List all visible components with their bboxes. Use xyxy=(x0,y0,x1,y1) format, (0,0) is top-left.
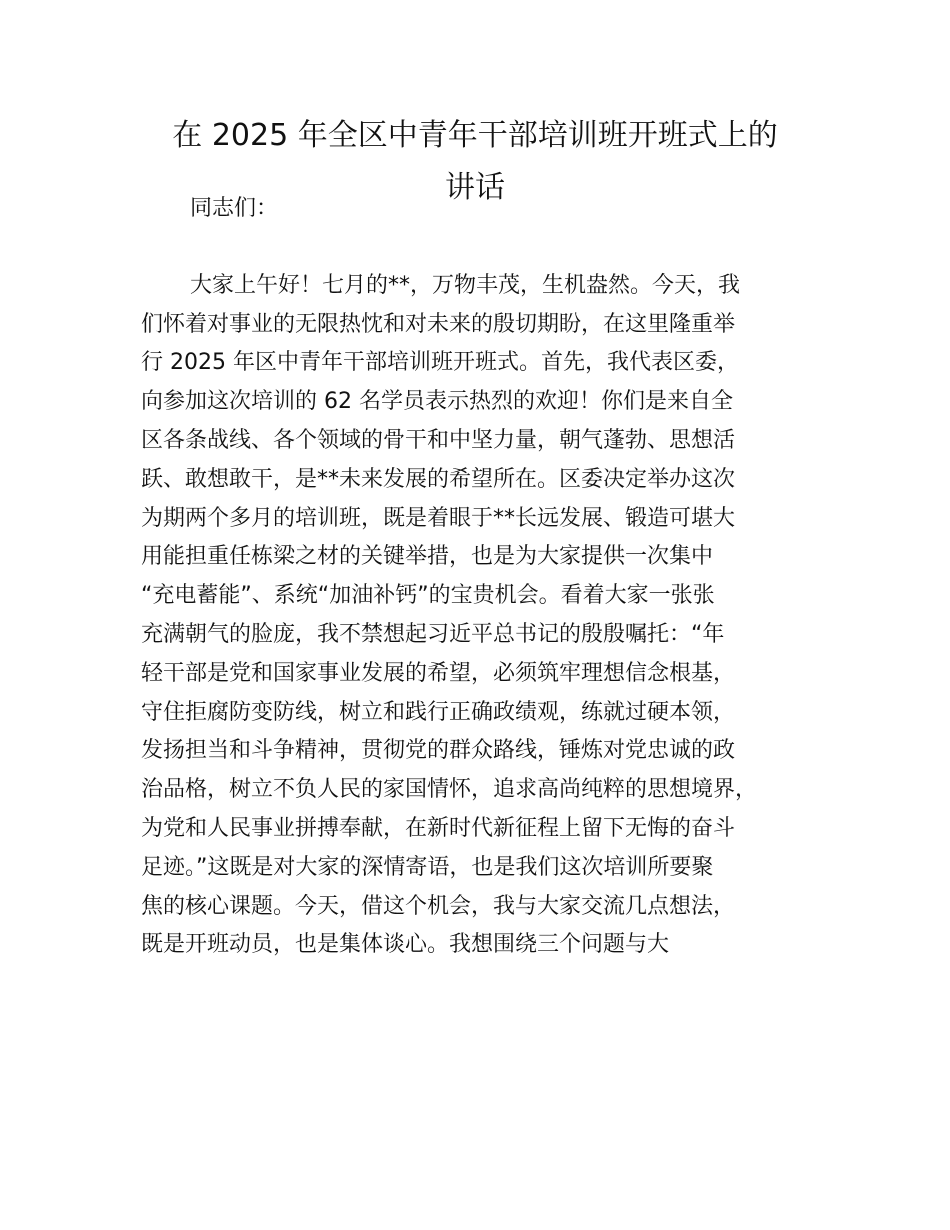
speech-paragraph xyxy=(141,267,841,965)
paragraph-line: 用能担重任栋梁之材的关键举措，也是为大家提供一次集中 xyxy=(141,544,714,570)
paragraph-line: 跃、敢想敢干，是**未来发展的希望所在。区委决定举办这次 xyxy=(141,466,736,492)
paragraph-line: 发扬担当和斗争精神，贯彻党的群众路线，锤炼对党忠诚的政 xyxy=(141,738,736,764)
paragraph-line: 向参加这次培训的 62 名学员表示热烈的欢迎！你们是来自全 xyxy=(141,389,733,415)
title-line-1: 在 2025 年全区中青年干部培训班开班式上的 xyxy=(172,118,778,153)
paragraph-line: “充电蓄能”、系统“加油补钙”的宝贵机会。看着大家一张张 xyxy=(141,583,715,609)
paragraph-line: 区各条战线、各个领域的骨干和中坚力量，朝气蓬勃、思想活 xyxy=(141,427,736,453)
paragraph-line: 行 2025 年区中青年干部培训班开班式。首先，我代表区委， xyxy=(141,350,739,376)
paragraph-line: 大家上午好！七月的**，万物丰茂，生机盎然。今天，我 xyxy=(190,272,741,298)
document-body xyxy=(141,190,841,965)
paragraph-line: 充满朝气的脸庞，我不禁想起习近平总书记的殷殷嘱托：“年 xyxy=(141,621,725,647)
paragraph-line: 守住拒腐防变防线，树立和践行正确政绩观，练就过硬本领， xyxy=(141,699,736,725)
paragraph-line: 为党和人民事业拼搏奉献，在新时代新征程上留下无悔的奋斗 xyxy=(141,815,736,841)
paragraph-line: 治品格，树立不负人民的家国情怀，追求高尚纯粹的思想境界， xyxy=(141,777,758,803)
paragraph-line: 轻干部是党和国家事业发展的希望，必须筑牢理想信念根基， xyxy=(141,660,736,686)
paragraph-line: 为期两个多月的培训班，既是着眼于**长远发展、锻造可堪大 xyxy=(141,505,736,531)
paragraph-line: 们怀着对事业的无限热忱和对未来的殷切期盼，在这里隆重举 xyxy=(141,311,736,337)
paragraph-line: 既是开班动员，也是集体谈心。我想围绕三个问题与大 xyxy=(141,932,670,958)
title-line-2: 讲话 xyxy=(445,170,505,205)
paragraph-line: 足迹。”这既是对大家的深情寄语，也是我们这次培训所要聚 xyxy=(141,854,714,880)
salutation: 同志们： xyxy=(190,196,279,221)
paragraph-line: 焦的核心课题。今天，借这个机会，我与大家交流几点想法， xyxy=(141,893,736,919)
